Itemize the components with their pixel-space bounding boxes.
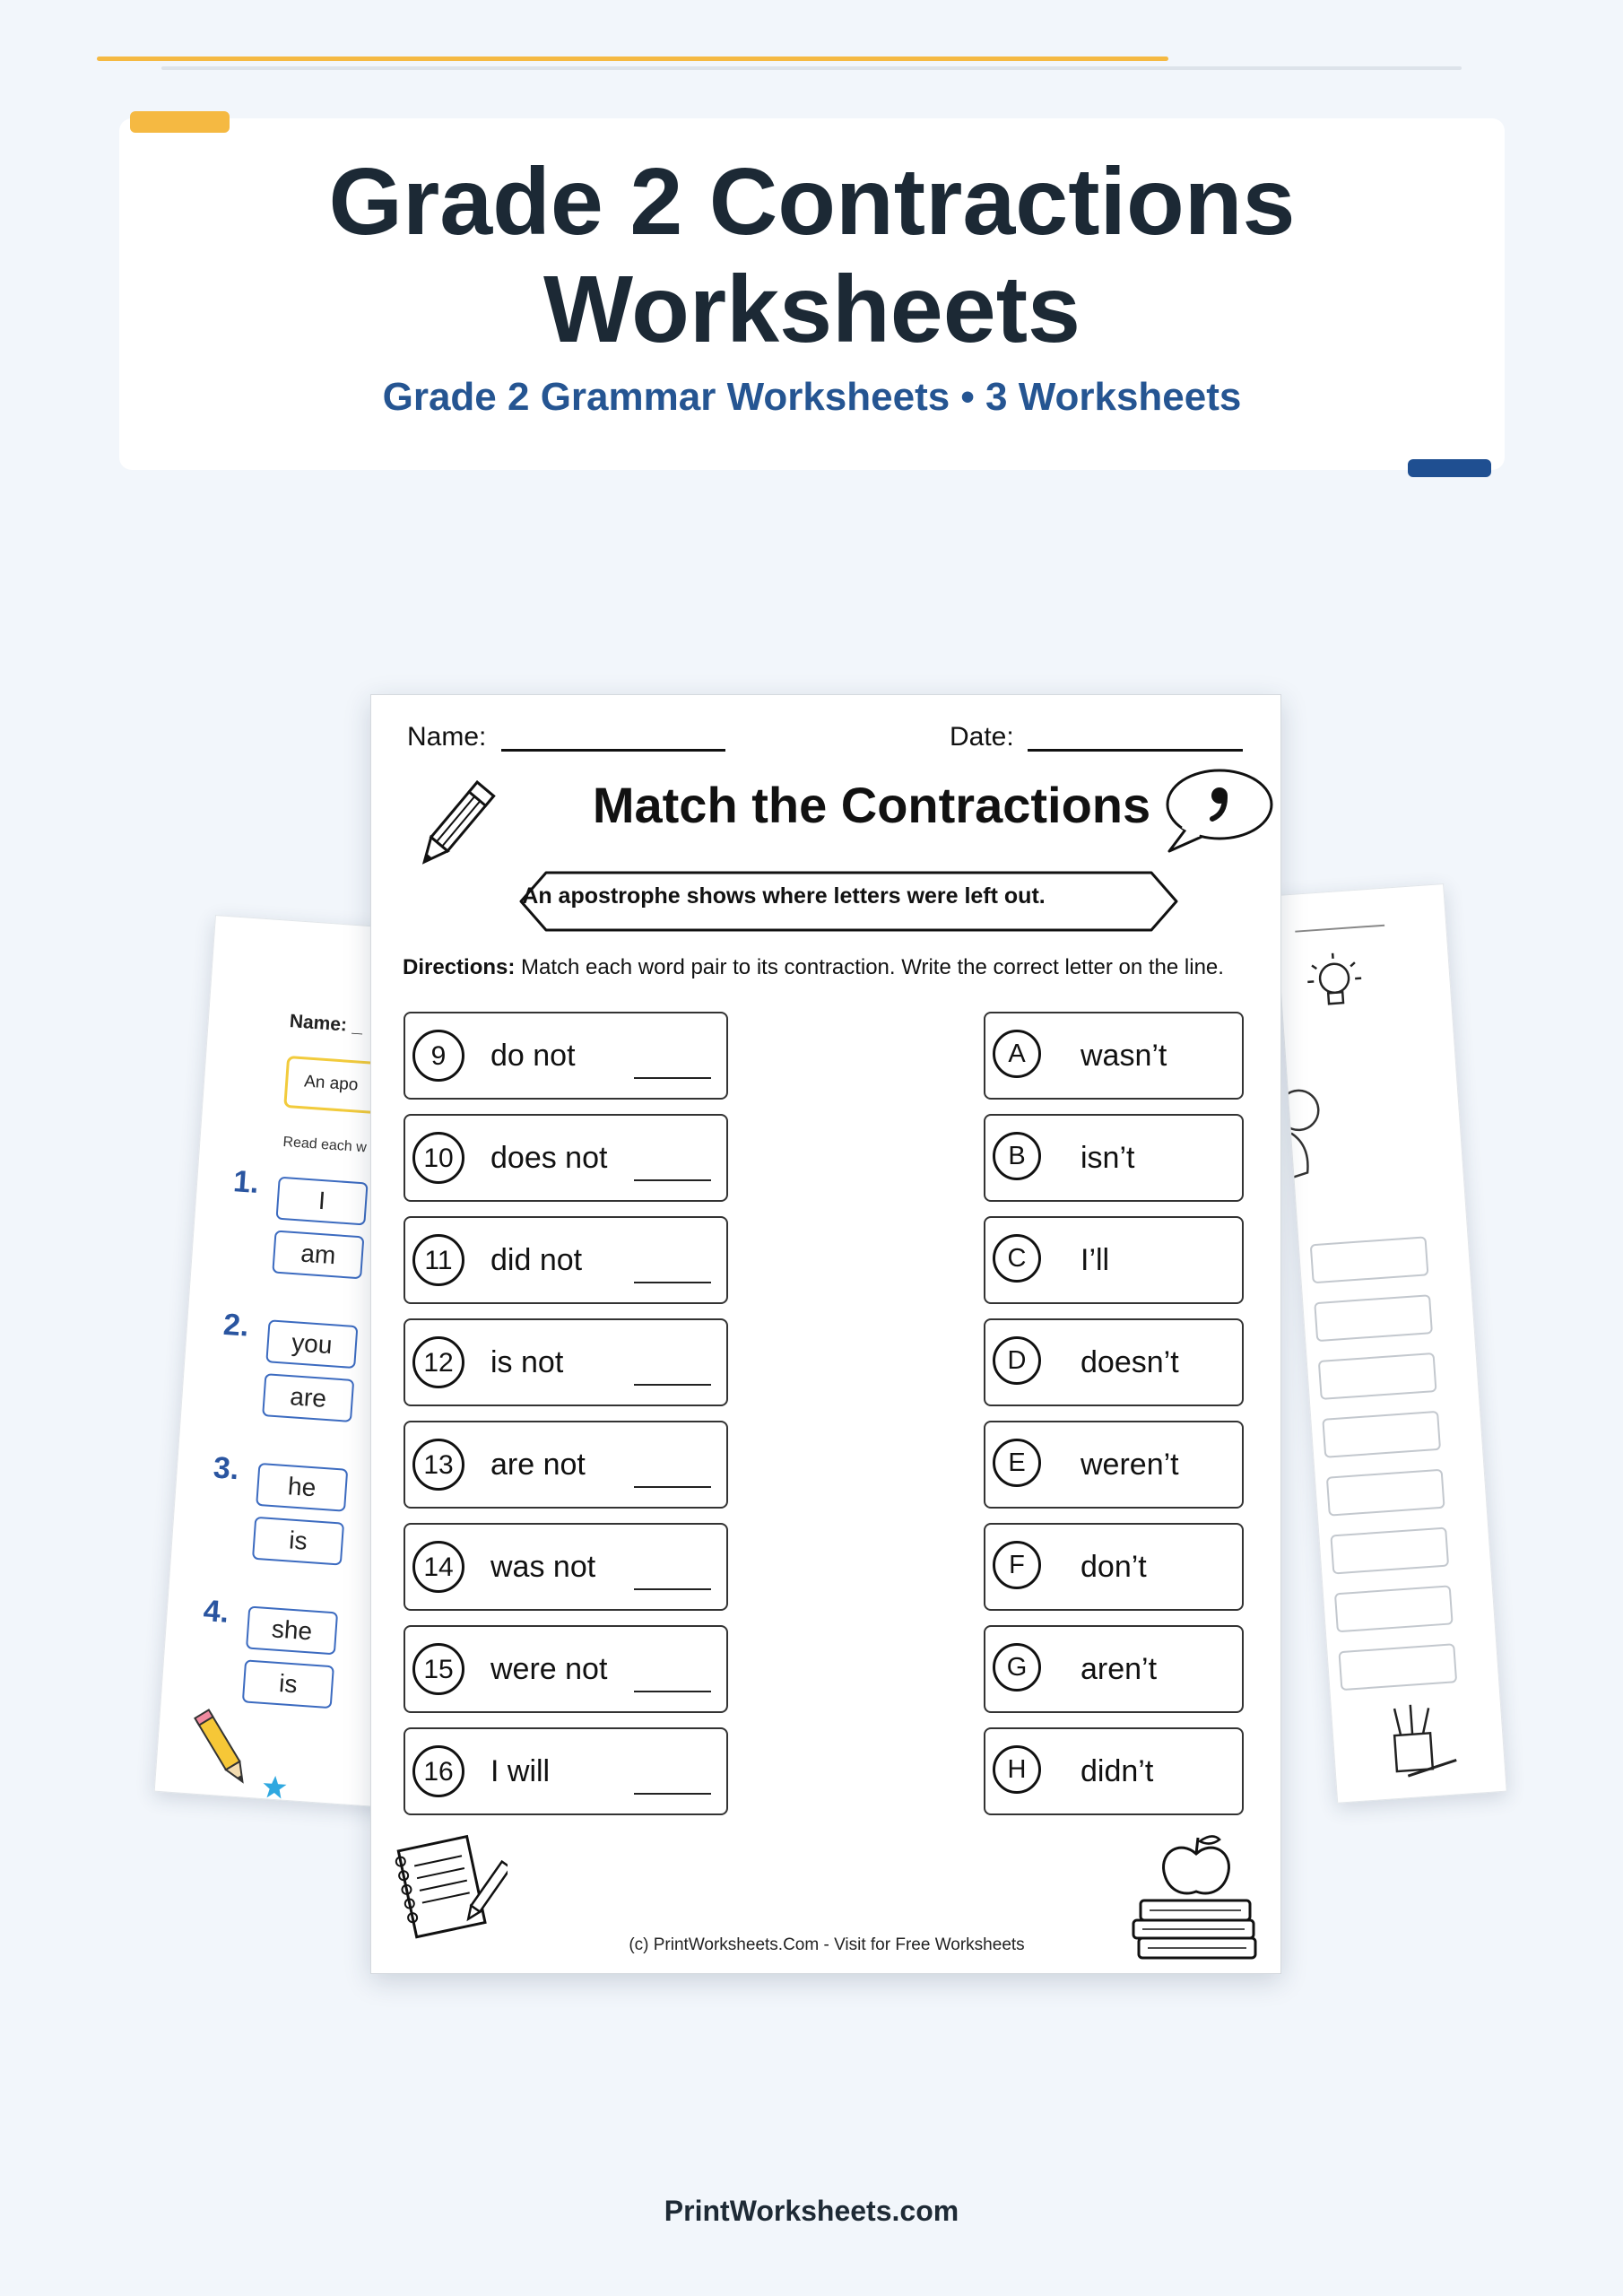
name-label: Name: (407, 722, 487, 752)
word-pair-text: is not (490, 1345, 564, 1379)
pencil-cup-icon (1376, 1697, 1462, 1783)
item-number: 14 (412, 1541, 464, 1593)
site-footer[interactable]: PrintWorksheets.com (664, 2195, 959, 2227)
contraction-row (984, 1114, 1244, 1202)
header-accent-blue (1408, 459, 1491, 477)
item-number: 1. (231, 1164, 260, 1201)
answer-line[interactable] (634, 1077, 711, 1079)
header-accent-yellow (130, 111, 230, 133)
back-worksheet-right (1273, 883, 1506, 1804)
option-letter: H (993, 1745, 1041, 1794)
contraction-row (984, 1727, 1244, 1815)
option-letter: G (993, 1643, 1041, 1692)
worksheet-footer: (c) PrintWorksheets.Com - Visit for Free Worksheets (629, 1935, 1025, 1954)
contraction-row (984, 1421, 1244, 1509)
word-pair-text: were not (490, 1652, 608, 1686)
item-number: 4. (202, 1594, 230, 1630)
item-number: 3. (212, 1450, 240, 1487)
name-line (501, 749, 725, 752)
item-number: 16 (412, 1745, 464, 1797)
word-pair-text: was not (490, 1550, 596, 1584)
page-subtitle: Grade 2 Grammar Worksheets • 3 Worksheets (382, 375, 1242, 419)
word-box: is (242, 1659, 334, 1709)
back-info-box: An apo (283, 1056, 404, 1116)
option-letter: E (993, 1439, 1041, 1487)
contraction-row (984, 1625, 1244, 1713)
answer-line[interactable] (634, 1384, 711, 1386)
word-pair-row (404, 1421, 728, 1509)
directions-label: Directions: (403, 955, 516, 979)
option-letter: D (993, 1336, 1041, 1385)
child-illustration-icon (1279, 1072, 1341, 1201)
contraction-text: wasn’t (1081, 1039, 1167, 1073)
word-pair-text: did not (490, 1243, 583, 1277)
word-box: are (262, 1373, 354, 1422)
item-number: 15 (412, 1643, 464, 1695)
answer-line[interactable] (634, 1793, 711, 1795)
item-number: 12 (412, 1336, 464, 1388)
contraction-row (984, 1012, 1244, 1100)
notepad-icon (391, 1830, 508, 1946)
word-pair-row (404, 1523, 728, 1611)
contraction-text: isn’t (1081, 1141, 1135, 1175)
word-box: he (256, 1463, 348, 1512)
contraction-text: don’t (1081, 1550, 1147, 1584)
word-box: is (252, 1517, 344, 1566)
lightbulb-icon (1297, 944, 1373, 1020)
option-letter: B (993, 1132, 1041, 1180)
word-pair-row (404, 1114, 728, 1202)
option-letter: F (993, 1541, 1041, 1589)
option-letter: A (993, 1030, 1041, 1078)
contraction-text: weren’t (1081, 1448, 1179, 1482)
word-pair-row (404, 1216, 728, 1304)
contraction-row (984, 1216, 1244, 1304)
back-name-label: Name: _ (289, 1011, 364, 1037)
item-number: 11 (412, 1234, 464, 1286)
contraction-row (984, 1523, 1244, 1611)
word-pair-text: do not (490, 1039, 576, 1073)
back-instruction: Read each w (282, 1134, 368, 1156)
date-label: Date: (950, 722, 1014, 752)
star-icon (260, 1773, 289, 1802)
item-number: 13 (412, 1439, 464, 1491)
word-box: I (275, 1177, 368, 1226)
answer-line[interactable] (634, 1486, 711, 1488)
main-worksheet (370, 694, 1281, 1974)
word-pair-row (404, 1727, 728, 1815)
date-line (1028, 749, 1243, 752)
contraction-text: didn’t (1081, 1754, 1154, 1788)
directions (403, 955, 1263, 980)
pencil-icon (181, 1705, 268, 1800)
item-number: 9 (412, 1030, 464, 1082)
option-letter: C (993, 1234, 1041, 1283)
contraction-row (984, 1318, 1244, 1406)
word-pair-row (404, 1318, 728, 1406)
answer-line[interactable] (634, 1691, 711, 1692)
speech-bubble-apostrophe-icon (1159, 765, 1275, 855)
contraction-text: aren’t (1081, 1652, 1158, 1686)
directions-text: Match each word pair to its contraction. Write the correct letter on the line. (521, 955, 1224, 979)
answer-line[interactable] (634, 1179, 711, 1181)
page-title: Grade 2 Contractions Worksheets (328, 149, 1296, 362)
word-pair-text: are not (490, 1448, 586, 1482)
banner-text: An apostrophe shows where letters were left out. (522, 883, 1046, 909)
contraction-text: I’ll (1081, 1243, 1110, 1277)
contraction-text: doesn’t (1081, 1345, 1179, 1379)
item-number: 2. (221, 1307, 250, 1344)
top-accent-line-yellow (97, 57, 1168, 61)
word-pair-row (404, 1012, 728, 1100)
word-pair-row (404, 1625, 728, 1713)
word-box: am (272, 1231, 364, 1280)
answer-line[interactable] (634, 1282, 711, 1283)
worksheet-title: Match the Contractions (592, 777, 1151, 833)
item-number: 10 (412, 1132, 464, 1184)
answer-line[interactable] (634, 1588, 711, 1590)
word-pair-text: does not (490, 1141, 608, 1175)
word-pair-text: I will (490, 1754, 551, 1788)
top-accent-line-gray (161, 66, 1462, 70)
word-box: you (265, 1319, 358, 1369)
word-box: she (246, 1605, 338, 1655)
